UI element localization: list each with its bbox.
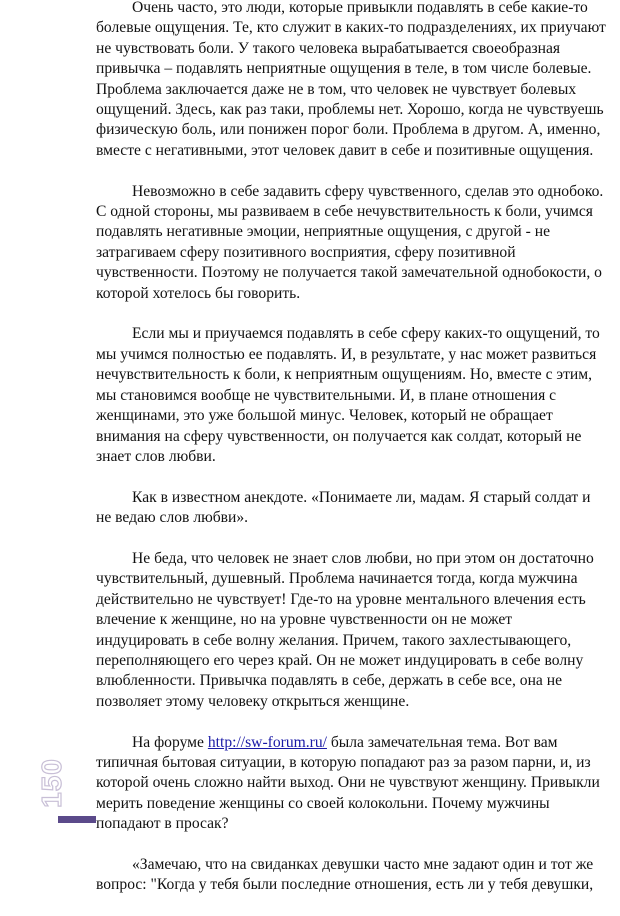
paragraph-4: Как в известном анекдоте. «Понимаете ли, мадам. Я старый солдат и не ведаю слов любви». xyxy=(96,488,591,527)
page-accent-bar xyxy=(58,816,96,823)
paragraph-last: «Замечаю, что на свиданках девушки часто мне задают один и тот же вопрос: "Когда у тебя были последние отношения, есть ли у тебя девушки, xyxy=(96,855,594,894)
paragraph-3: Если мы и приучаемся подавлять в себе сферу каких-то ощущений, то мы учимся полностью ее подавлять. И, в результате, у нас может развиться нечувствительность к боли, к неприятным ощущениям. Но, вместе с этим, мы становимся вообще не чувствительными. И, в плане отношения с женщинами, это уже большой минус. Человек, который не обращает внимания на сферу чувственности, он получается как солдат, который не знает слов любви. xyxy=(96,325,600,465)
forum-text-after: была замечательная тема. Вот вам типичная бытовая ситуации, в которую попадают раз за разом парни, и, из которой очень сложно найти выход. Они не чувствуют женщину. Привыкли мерить поведение женщины со своей колокольни. Почему мужчины попадают в просак? xyxy=(96,733,600,833)
forum-text-before: На форуме xyxy=(132,733,208,751)
paragraph-5: Не беда, что человек не знает слов любви, но при этом он достаточно чувствительный, душевный. Проблема начинается тогда, когда мужчина действительно не чувствует! Где-то на уровне ментального влечения есть влечение к женщине, но на уровне чувственности он не может индуцировать в себе волну желания. Причем, такого захлестывающего, переполняющего его через край. Он не может индуцировать в себе волну влюбленности. Привычка подавлять в себе, держать в себе все, она не позволяет этому человеку открыться женщине. xyxy=(96,549,594,710)
page-number: 150 xyxy=(36,758,67,808)
paragraph-forum xyxy=(96,733,606,835)
paragraph-2: Невозможно в себе задавить сферу чувственного, сделав это однобоко. С одной стороны, мы развиваем в себе нечувствительность к боли, учимся подавлять негативные эмоции, неприятные ощущения, с другой - не затрагиваем сферу позитивного восприятия, сферу позитивной чувственности. Поэтому не получается такой замечательной однобокости, о которой хотелось бы говорить. xyxy=(96,182,604,302)
forum-link[interactable]: http://sw-forum.ru/ xyxy=(207,733,327,751)
page-body xyxy=(96,0,606,916)
paragraph-1: Очень часто, это люди, которые привыкли подавлять в себе какие-то болевые ощущения. Те, кто служит в каких-то подразделениях, их приучают не чувствовать боли. У такого человека вырабатывается своеобразная привычка – подавлять неприятные ощущения в теле, в том числе болевые. Проблема заключается даже не в том, что человек не чувствует болевых ощущений. Здесь, как раз таки, проблемы нет. Хорошо, когда не чувствуешь физическую боль, или понижен порог боли. Проблема в другом. А, именно, вместе с негативными, этот человек давит в себе и позитивные ощущения. xyxy=(96,0,606,159)
